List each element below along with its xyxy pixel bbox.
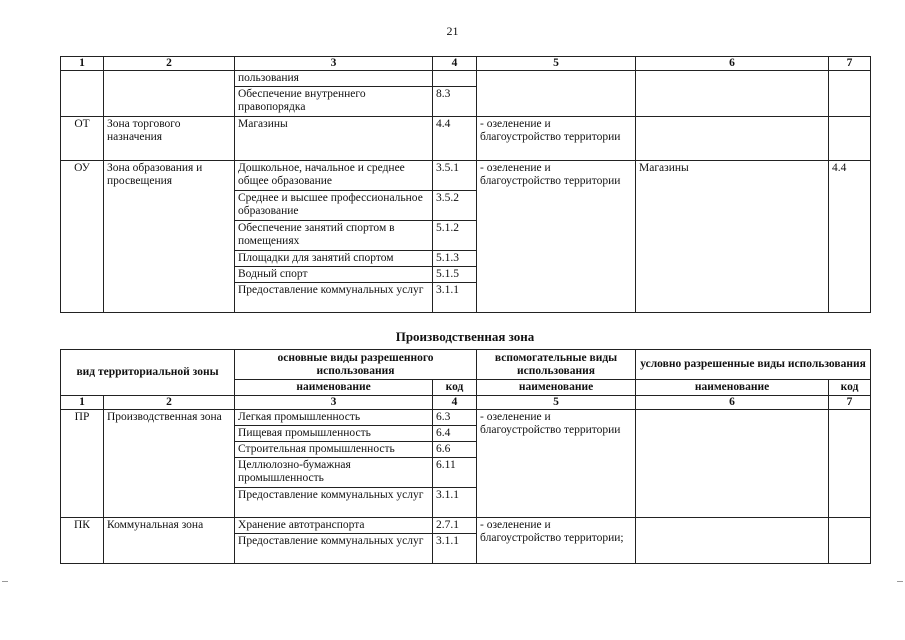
page-number: 21 <box>446 24 459 38</box>
use-name: Пищевая промышленность <box>235 426 433 442</box>
aux-use: - озеленение и благоустройство территории <box>477 161 636 313</box>
use-name: Хранение автотранспорта <box>235 518 433 534</box>
header-name: наименование <box>636 380 829 396</box>
use-code: 3.5.1 <box>433 161 477 191</box>
use-name: Дошкольное, начальное и среднее общее образование <box>235 161 433 191</box>
header-aux-uses: вспомогательные виды использования <box>477 350 636 380</box>
use-name: Предоставление коммунальных услуг <box>235 488 433 518</box>
use-code: 6.6 <box>433 442 477 458</box>
table-row <box>61 518 871 534</box>
use-name: Целлюлозно-бумажная промышленность <box>235 458 433 488</box>
use-code: 3.5.2 <box>433 191 477 221</box>
col-num: 1 <box>61 396 104 410</box>
table-row <box>61 410 871 426</box>
conditional-code-cell <box>829 410 871 518</box>
col-num: 2 <box>104 57 235 71</box>
conditional-code-cell <box>829 518 871 564</box>
use-code: 6.11 <box>433 458 477 488</box>
use-name: Обеспечение внутреннего правопорядка <box>235 87 433 117</box>
use-name: Предоставление коммунальных услуг <box>235 534 433 564</box>
use-name: Водный спорт <box>235 267 433 283</box>
zone-name: Зона образования и просвещения <box>104 161 235 313</box>
column-numbers-row <box>61 396 871 410</box>
use-code: 6.3 <box>433 410 477 426</box>
zone-name: Производственная зона <box>104 410 235 518</box>
header-name: наименование <box>477 380 636 396</box>
zone-name: Коммунальная зона <box>104 518 235 564</box>
col-num: 6 <box>636 396 829 410</box>
use-code: 4.4 <box>433 117 477 161</box>
conditional-use-cell <box>636 410 829 518</box>
use-name: Обеспечение занятий спортом в помещениях <box>235 221 433 251</box>
zone-code: ОТ <box>61 117 104 161</box>
use-name: Строительная промышленность <box>235 442 433 458</box>
col-num: 2 <box>104 396 235 410</box>
col-num: 7 <box>829 57 871 71</box>
conditional-use-cell <box>636 117 829 161</box>
zone-code-cell <box>61 71 104 117</box>
use-code: 8.3 <box>433 87 477 117</box>
use-code: 5.1.2 <box>433 221 477 251</box>
conditional-code-cell <box>829 71 871 117</box>
col-num: 5 <box>477 57 636 71</box>
use-code: 3.1.1 <box>433 488 477 518</box>
use-code: 5.1.3 <box>433 251 477 267</box>
zone-name-cell <box>104 71 235 117</box>
use-code: 2.7.1 <box>433 518 477 534</box>
conditional-use-cell <box>636 71 829 117</box>
header-code: код <box>433 380 477 396</box>
aux-use-cell <box>477 71 636 117</box>
use-name: Легкая промышленность <box>235 410 433 426</box>
col-num: 7 <box>829 396 871 410</box>
industrial-zones-table <box>60 349 871 564</box>
use-name: пользования <box>235 71 433 87</box>
use-name: Магазины <box>235 117 433 161</box>
zone-code: ОУ <box>61 161 104 313</box>
conditional-use-cell <box>636 518 829 564</box>
use-code: 3.1.1 <box>433 534 477 564</box>
conditional-use: Магазины <box>636 161 829 313</box>
col-num: 4 <box>433 57 477 71</box>
use-name: Среднее и высшее профессиональное образование <box>235 191 433 221</box>
aux-use: - озеленение и благоустройство территории; <box>477 518 636 564</box>
conditional-code-cell <box>829 117 871 161</box>
use-code: 6.4 <box>433 426 477 442</box>
table-row <box>61 71 871 87</box>
use-code: 5.1.5 <box>433 267 477 283</box>
table-row <box>61 117 871 161</box>
col-num: 6 <box>636 57 829 71</box>
use-name: Площадки для занятий спортом <box>235 251 433 267</box>
use-code <box>433 71 477 87</box>
header-main-uses: основные виды разрешенного использования <box>235 350 477 380</box>
col-num: 5 <box>477 396 636 410</box>
col-num: 1 <box>61 57 104 71</box>
zones-table-continued <box>60 56 871 313</box>
col-num: 3 <box>235 57 433 71</box>
header-row <box>61 350 871 380</box>
table-row <box>61 161 871 191</box>
header-conditional-uses: условно разрешенные виды использования <box>636 350 871 380</box>
zone-name: Зона торгового назначения <box>104 117 235 161</box>
col-num: 4 <box>433 396 477 410</box>
zone-code: ПК <box>61 518 104 564</box>
use-name: Предоставление коммунальных услуг <box>235 283 433 313</box>
col-num: 3 <box>235 396 433 410</box>
crop-mark <box>897 581 903 582</box>
crop-mark <box>2 581 8 582</box>
zone-code: ПР <box>61 410 104 518</box>
header-name: наименование <box>235 380 433 396</box>
column-numbers-row <box>61 57 871 71</box>
use-code: 3.1.1 <box>433 283 477 313</box>
conditional-code: 4.4 <box>829 161 871 313</box>
header-zone-type: вид территориальной зоны <box>61 350 235 396</box>
section-title: Производственная зона <box>395 329 535 344</box>
aux-use: - озеленение и благоустройство территории <box>477 410 636 518</box>
header-code: код <box>829 380 871 396</box>
aux-use: - озеленение и благоустройство территории <box>477 117 636 161</box>
